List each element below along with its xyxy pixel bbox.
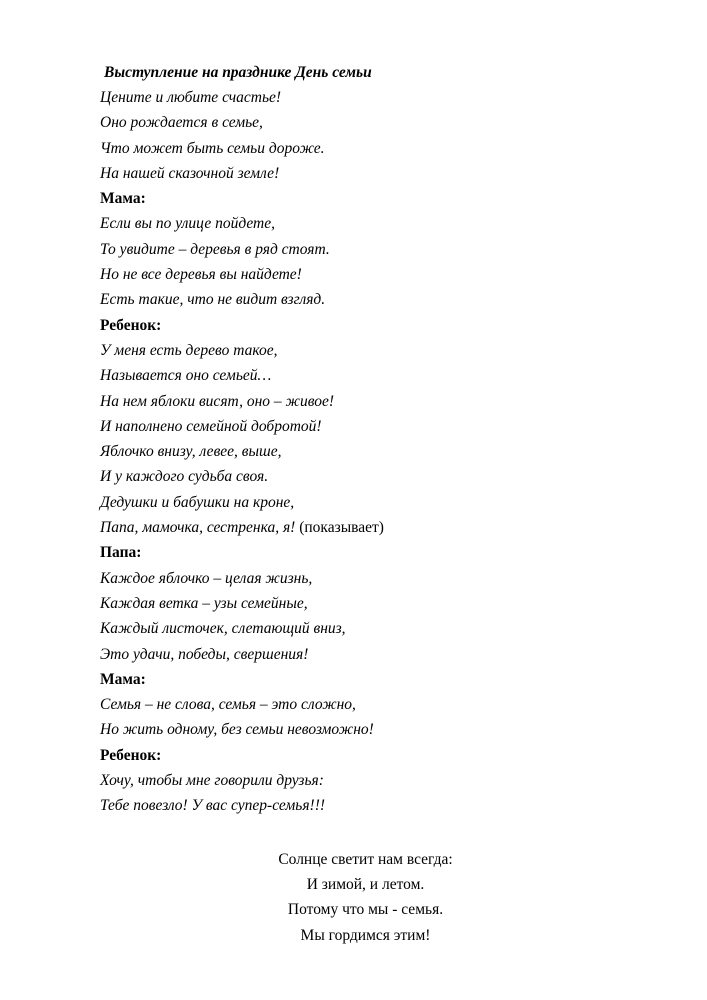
verse-line: Каждая ветка – узы семейные, <box>100 594 308 612</box>
verse-line: Это удачи, победы, свершения! <box>100 645 309 663</box>
verse-line: На нашей сказочной земле! <box>100 164 280 182</box>
closing-stanza <box>100 847 637 948</box>
verse-line: И у каждого судьба своя. <box>100 468 269 486</box>
verse-text: Папа, мамочка, сестренка, я! <box>100 519 296 537</box>
verse-line: Тебе повезло! У вас супер-семья!!! <box>100 797 326 815</box>
verse-line: Каждое яблочко – целая жизнь, <box>100 569 313 587</box>
verse-line: У меня есть дерево такое, <box>100 341 278 359</box>
verse-line: Семья – не слова, семья – это сложно, <box>100 696 356 714</box>
verse-line: И наполнено семейной добротой! <box>100 417 322 435</box>
closing-line: И зимой, и летом. <box>306 875 425 893</box>
verse-line: Называется оно семьей… <box>100 367 272 385</box>
verse-line: Каждый листочек, слетающий вниз, <box>100 620 346 638</box>
verse-line: Цените и любите счастье! <box>100 89 282 106</box>
verse-line: Оно рождается в семье, <box>100 114 263 132</box>
verse-line: На нем яблоки висят, оно – живое! <box>100 392 335 410</box>
verse-line: Если вы по улице пойдете, <box>100 215 275 233</box>
verse-line: Но жить одному, без семьи невозможно! <box>100 721 374 739</box>
stage-direction: (показывает) <box>295 519 384 537</box>
speaker-label: Мама: <box>100 670 146 688</box>
page-title: Выступление на празднике День семьи <box>104 64 372 81</box>
verse-line: Но не все деревья вы найдете! <box>100 266 302 284</box>
verse-line-with-note <box>100 515 637 540</box>
speaker-label: Ребенок: <box>100 316 162 334</box>
speaker-label: Ребенок: <box>100 746 162 764</box>
closing-line: Потому что мы - семья. <box>287 901 444 919</box>
closing-line: Мы гордимся этим! <box>300 926 431 944</box>
closing-line: Солнце светит нам всегда: <box>278 850 453 868</box>
verse-line: Есть такие, что не видит взгляд. <box>100 291 326 309</box>
verse-line: Хочу, чтобы мне говорили друзья: <box>100 772 324 790</box>
verse-line: Что может быть семьи дороже. <box>100 139 325 157</box>
speaker-label: Мама: <box>100 190 146 208</box>
verse-line: Яблочко внизу, левее, выше, <box>100 443 282 461</box>
verse-line: То увидите – деревья в ряд стоят. <box>100 240 330 258</box>
verse-line: Дедушки и бабушки на кроне, <box>100 493 295 511</box>
speaker-label: Папа: <box>100 544 142 562</box>
document-body <box>100 85 637 819</box>
